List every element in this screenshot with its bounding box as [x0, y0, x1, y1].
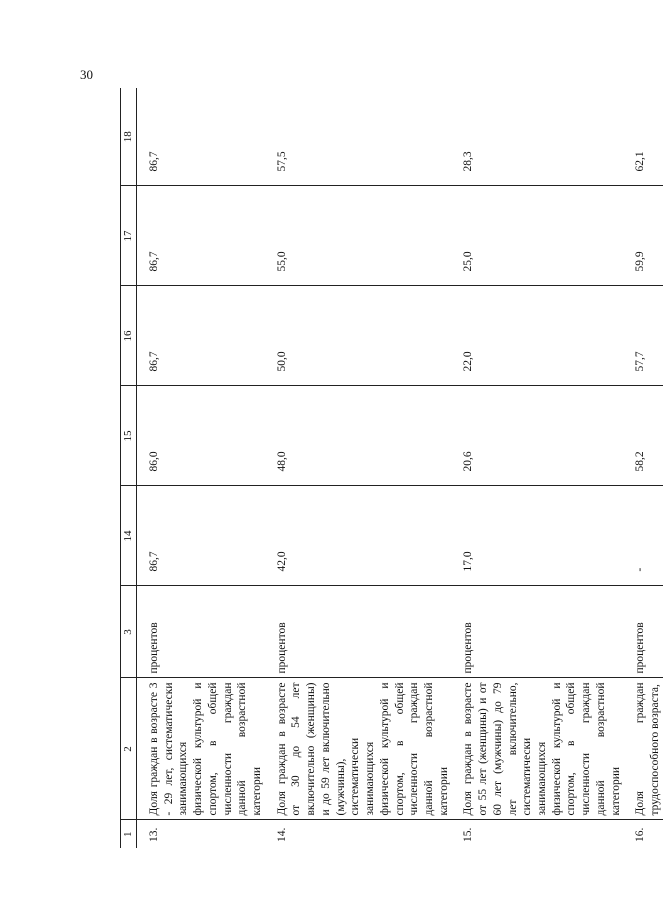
- row-description: Доля граждан в возрасте от 55 лет (женщины) и от 60 лет (мужчины) до 79 лет включительно, систематически занимающихся физической культурой и спортом, в общей численности граждан данной возрастной категории: [451, 678, 623, 820]
- table-row: [265, 88, 452, 848]
- row-value: 62,1: [623, 88, 662, 186]
- row-unit: процентов: [265, 586, 452, 678]
- col-header: 3: [121, 586, 137, 678]
- row-value: 59,9: [623, 186, 662, 286]
- row-value: 58,2: [623, 386, 662, 486]
- col-header: 18: [121, 88, 137, 186]
- row-value: 25,0: [451, 186, 623, 286]
- row-value: 50,0: [265, 286, 452, 386]
- row-value: 55,0: [265, 186, 452, 286]
- col-header: 17: [121, 186, 137, 286]
- row-value: 42,0: [265, 486, 452, 586]
- row-number: 13.: [137, 820, 265, 848]
- row-number: 14.: [265, 820, 452, 848]
- row-unit: процентов: [137, 586, 265, 678]
- row-value: 20,6: [451, 386, 623, 486]
- table-header-row: [121, 88, 137, 848]
- col-header: 15: [121, 386, 137, 486]
- col-header: 16: [121, 286, 137, 386]
- col-header: 2: [121, 678, 137, 820]
- row-description: Доля граждан в возрасте от 30 до 54 лет включительно (женщины) и до 59 лет включительно (мужчины), систематически занимающихся физической культурой и спортом, в общей численности граждан данной возрастной категории: [265, 678, 452, 820]
- row-unit: процентов: [451, 586, 623, 678]
- table-row: [137, 88, 265, 848]
- indicators-table: [120, 88, 663, 848]
- row-value: 86,0: [137, 386, 265, 486]
- row-value: 57,7: [623, 286, 662, 386]
- row-value: 86,7: [137, 186, 265, 286]
- row-value: 28,3: [451, 88, 623, 186]
- row-value: 57,5: [265, 88, 452, 186]
- rotated-table-container: [120, 88, 661, 848]
- row-value: 86,7: [137, 486, 265, 586]
- row-description: Доля граждан в возрасте 3 - 29 лет, систематически занимающихся физической культурой и спортом, в общей численности граждан данной возрастной категории: [137, 678, 265, 820]
- row-value: -: [623, 486, 662, 586]
- col-header: 14: [121, 486, 137, 586]
- table-row: [623, 88, 662, 848]
- page-number: 30: [80, 67, 93, 82]
- row-unit: процентов: [623, 586, 662, 678]
- row-number: 16.: [623, 820, 662, 848]
- row-description: Доля граждан трудоспособного возраста,: [623, 678, 662, 820]
- row-number: 15.: [451, 820, 623, 848]
- row-value: 48,0: [265, 386, 452, 486]
- col-header: 1: [121, 820, 137, 848]
- row-value: 17,0: [451, 486, 623, 586]
- row-value: 22,0: [451, 286, 623, 386]
- table-row: [451, 88, 623, 848]
- row-value: 86,7: [137, 286, 265, 386]
- row-value: 86,7: [137, 88, 265, 186]
